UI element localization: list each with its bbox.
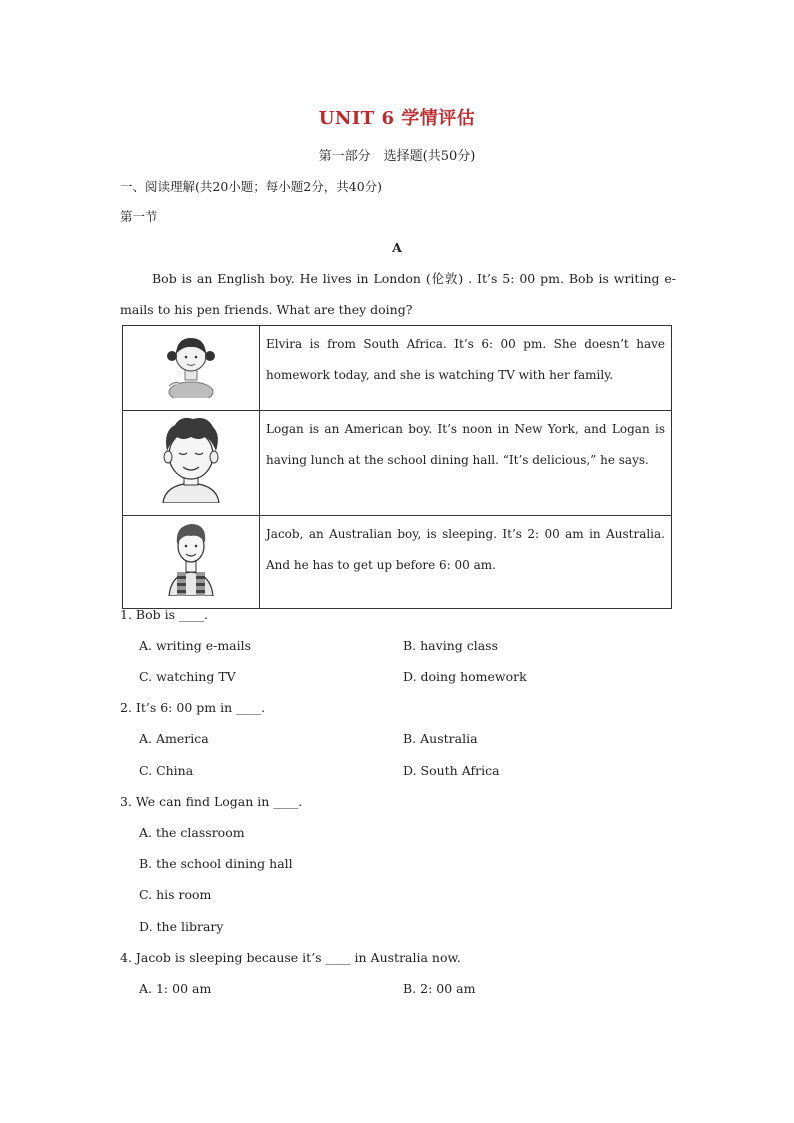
page-title: UNIT 6 学情评估: [318, 108, 476, 129]
answer-option[interactable]: A. the classroom: [139, 825, 245, 840]
question-stem: 4. Jacob is sleeping because it’s ____ in Australia now.: [120, 950, 461, 965]
row-text: Jacob, an Australian boy, is sleeping. It’s 2: 00 am in Australia. And he has to get up before 6: 00 am.: [260, 516, 672, 609]
answer-option[interactable]: B. Australia: [403, 731, 478, 746]
answer-option[interactable]: B. having class: [403, 638, 499, 653]
answer-option[interactable]: C. his room: [139, 887, 212, 902]
answer-option[interactable]: C. China: [139, 763, 194, 778]
passage-label: A: [392, 240, 402, 255]
answer-option[interactable]: D. the library: [139, 919, 224, 934]
answer-option[interactable]: A. writing e-mails: [139, 638, 252, 653]
answer-option[interactable]: A. 1: 00 am: [139, 981, 212, 996]
girl-with-pigtails-icon: [159, 326, 223, 398]
passage-intro: Bob is an English boy. He lives in London (伦敦) . It’s 5: 00 pm. Bob is writing e-mails to his pen friends. What are they doing?: [120, 271, 676, 317]
answer-option[interactable]: D. South Africa: [403, 763, 500, 778]
row-text: Elvira is from South Africa. It’s 6: 00 pm. She doesn’t have homework today, and she is watching TV with her family.: [260, 326, 672, 411]
question-stem: 3. We can find Logan in ____.: [120, 794, 303, 809]
answer-option[interactable]: D. doing homework: [403, 669, 527, 684]
curly-haired-boy-icon: [155, 411, 227, 503]
picture-cell: [123, 411, 260, 516]
picture-cell: [123, 516, 260, 609]
picture-cell: [123, 326, 260, 411]
part-heading: 第一部分 选择题(共50分): [318, 149, 476, 164]
answer-option[interactable]: B. the school dining hall: [139, 856, 293, 871]
answer-option[interactable]: B. 2: 00 am: [403, 981, 476, 996]
table-row: [123, 411, 672, 516]
pen-friends-table: [122, 325, 672, 609]
table-row: [123, 516, 672, 609]
question-stem: 2. It’s 6: 00 pm in ____.: [120, 700, 266, 715]
answer-option[interactable]: C. watching TV: [139, 669, 236, 684]
subsection-heading: 第一节: [120, 209, 158, 224]
answer-option[interactable]: A. America: [139, 731, 209, 746]
section-heading: 一、阅读理解(共20小题；每小题2分，共40分): [120, 179, 383, 194]
boy-with-scarf-icon: [163, 516, 219, 596]
row-text: Logan is an American boy. It’s noon in New York, and Logan is having lunch at the school dining hall. “It’s delicious,” he says.: [260, 411, 672, 516]
question-stem: 1. Bob is ____.: [120, 607, 208, 622]
table-row: [123, 326, 672, 411]
